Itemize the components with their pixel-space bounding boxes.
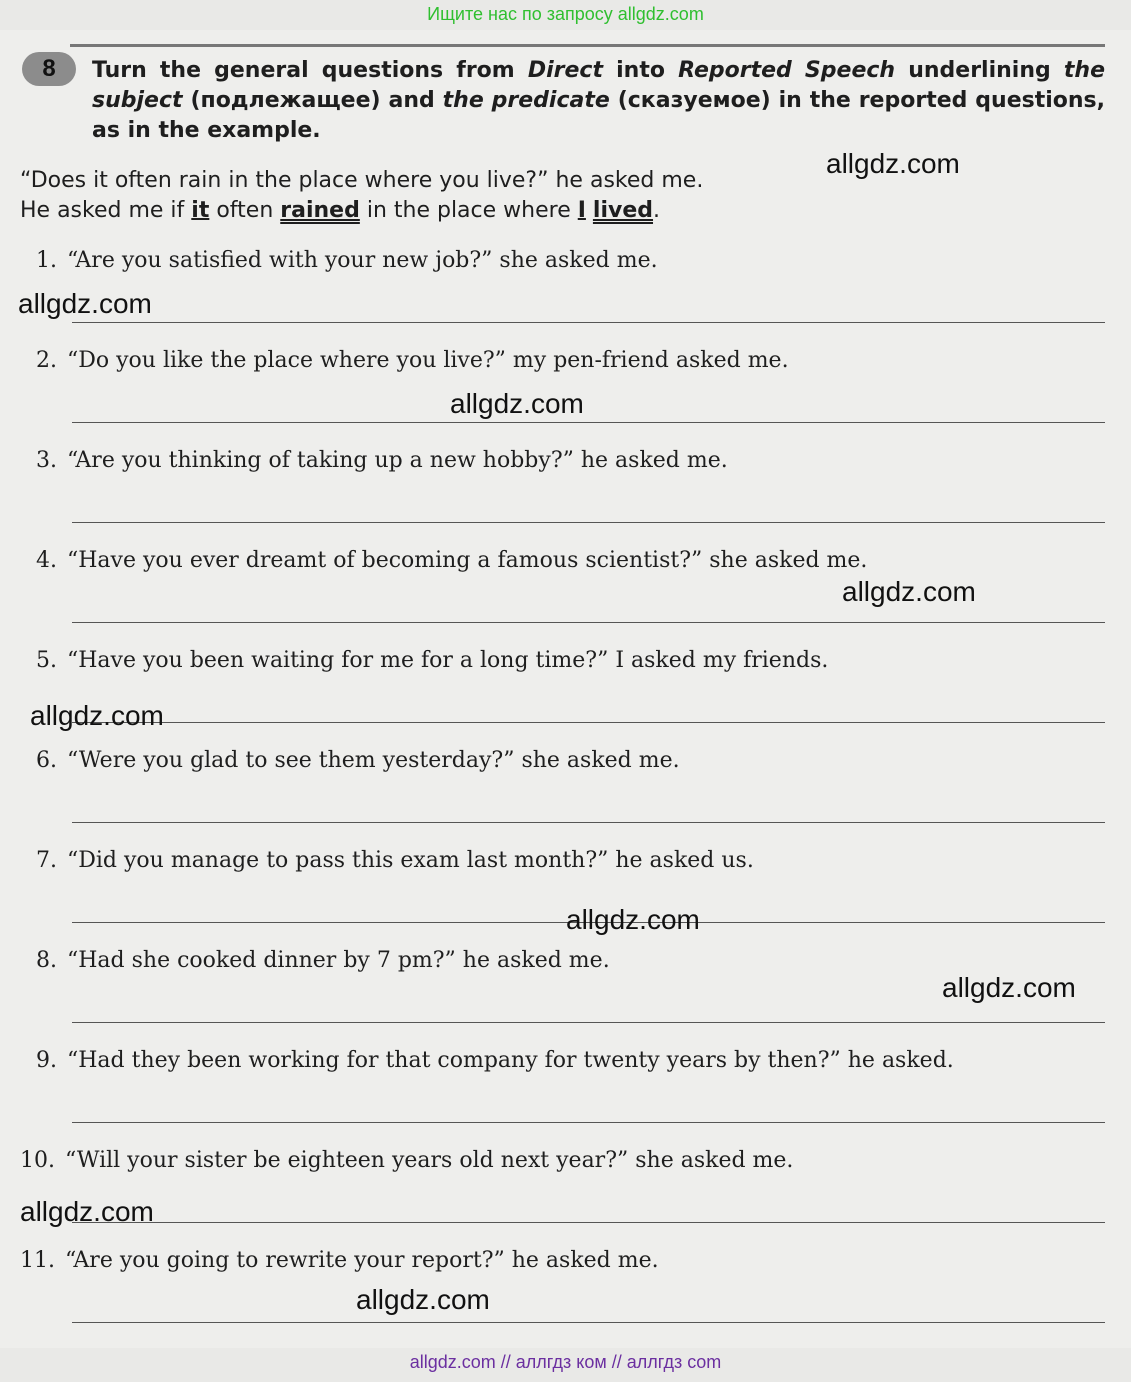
item-number: 11.	[20, 1248, 55, 1273]
question-item	[36, 448, 728, 473]
question-item	[36, 548, 867, 573]
item-text: “Had she cooked dinner by 7 pm?” he asked me.	[67, 948, 610, 973]
item-number: 10.	[20, 1148, 55, 1173]
item-number: 1.	[36, 248, 57, 273]
answer-line[interactable]	[72, 422, 1105, 423]
item-text: “Have you been waiting for me for a long time?” I asked my friends.	[67, 648, 829, 673]
question-item	[20, 1148, 793, 1173]
item-number: 9.	[36, 1048, 57, 1073]
instruction-text: (сказуемое) in the reported questions, as in the example.	[92, 88, 1105, 143]
item-number: 3.	[36, 448, 57, 473]
instruction-predicate: the predicate	[442, 88, 610, 113]
example-subject: it	[191, 198, 210, 223]
watermark: allgdz.com	[842, 576, 976, 607]
item-text: “Are you satisfied with your new job?” she asked me.	[67, 248, 658, 273]
question-item	[36, 748, 680, 773]
instruction-subject: the subject	[92, 58, 1106, 113]
item-number: 5.	[36, 648, 57, 673]
watermark: allgdz.com	[18, 288, 152, 319]
item-text: “Do you like the place where you live?” my pen-friend asked me.	[67, 348, 789, 373]
example-predicate: rained	[280, 198, 360, 223]
item-number: 7.	[36, 848, 57, 873]
answer-line[interactable]	[72, 722, 1105, 723]
item-text: “Were you glad to see them yesterday?” she asked me.	[67, 748, 680, 773]
item-text: “Are you going to rewrite your report?” he asked me.	[65, 1248, 659, 1273]
top-banner: Ищите нас по запросу allgdz.com	[427, 4, 704, 24]
question-item	[36, 948, 610, 973]
watermark: allgdz.com	[826, 148, 960, 179]
answer-line[interactable]	[72, 1122, 1105, 1123]
item-text: “Are you thinking of taking up a new hobby?” he asked me.	[67, 448, 728, 473]
question-item	[36, 1048, 954, 1073]
answer-line[interactable]	[72, 1022, 1105, 1023]
item-number: 6.	[36, 748, 57, 773]
answer-line[interactable]	[72, 822, 1105, 823]
watermark: allgdz.com	[942, 972, 1076, 1003]
question-item	[36, 248, 658, 273]
instruction-text: Turn the general questions from	[92, 58, 528, 83]
item-number: 4.	[36, 548, 57, 573]
question-item	[36, 848, 754, 873]
example-text: often	[209, 198, 281, 223]
instruction-reported: Reported Speech	[678, 58, 896, 83]
example-text: .	[653, 198, 661, 223]
item-text: “Did you manage to pass this exam last month?” he asked us.	[67, 848, 754, 873]
example-reported	[20, 198, 660, 223]
watermark: allgdz.com	[20, 1196, 154, 1227]
item-text: “Will your sister be eighteen years old next year?” she asked me.	[65, 1148, 794, 1173]
watermark: allgdz.com	[356, 1284, 490, 1315]
question-item	[36, 648, 828, 673]
item-text: “Have you ever dreamt of becoming a famous scientist?” she asked me.	[67, 548, 868, 573]
answer-line[interactable]	[72, 322, 1105, 323]
exercise-number-badge: 8	[22, 52, 76, 86]
example-direct: “Does it often rain in the place where you live?” he asked me.	[20, 168, 704, 193]
bottom-banner: allgdz.com // аллгдз ком // аллгдз com	[409, 1352, 722, 1372]
example-subject: I	[577, 198, 586, 223]
watermark: allgdz.com	[566, 904, 700, 935]
header-rule	[70, 44, 1105, 47]
example-text: He asked me if	[20, 198, 192, 223]
watermark: allgdz.com	[450, 388, 584, 419]
instruction-text: (подлежащее) and	[182, 88, 443, 113]
answer-line[interactable]	[72, 522, 1105, 523]
instruction-text: underlining	[895, 58, 1064, 83]
answer-line[interactable]	[72, 1322, 1105, 1323]
question-item	[20, 1248, 659, 1273]
answer-line[interactable]	[72, 1222, 1105, 1223]
example-text	[586, 198, 593, 223]
item-number: 2.	[36, 348, 57, 373]
item-number: 8.	[36, 948, 57, 973]
watermark: allgdz.com	[30, 700, 164, 731]
example-predicate: lived	[592, 198, 654, 223]
instruction-direct: Direct	[527, 58, 603, 83]
instruction-text: into	[603, 58, 679, 83]
answer-line[interactable]	[72, 622, 1105, 623]
workbook-page	[0, 30, 1131, 1348]
exercise-instruction	[92, 56, 1105, 146]
item-text: “Had they been working for that company for twenty years by then?” he asked.	[67, 1048, 954, 1073]
question-item	[36, 348, 789, 373]
example-text: in the place where	[359, 198, 578, 223]
